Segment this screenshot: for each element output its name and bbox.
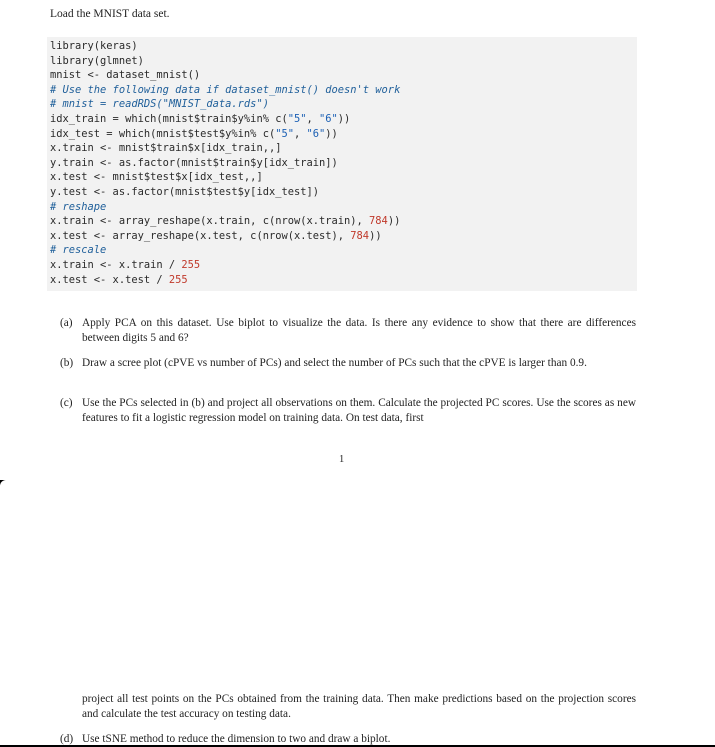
code-token: y.test <- as.factor(mnist$test$y[idx_test]) xyxy=(50,186,319,198)
intro-text: Load the MNIST data set. xyxy=(50,8,170,20)
code-token: x.test <- x.test / xyxy=(50,273,169,286)
question-d-label: (d) xyxy=(60,733,74,745)
question-b-label: (b) xyxy=(60,357,74,369)
code-token: # reshape xyxy=(50,200,107,213)
question-c-text: Use the PCs selected in (b) and project all observations on them. Calculate the projected PC scores. Use the scores as new features to fit a logistic regression model on training data. On test data, first xyxy=(82,397,636,424)
code-token: x.train <- mnist$train$x[idx_train,,] xyxy=(50,142,282,155)
code-token: # rescale xyxy=(50,244,107,257)
code-token: mnist <- dataset_mnist() xyxy=(50,69,201,82)
code-line xyxy=(50,83,400,98)
code-token: 784 xyxy=(369,215,388,228)
code-line xyxy=(50,68,200,83)
code-token: # mnist = readRDS("MNIST_data.rds") xyxy=(50,98,269,111)
code-line xyxy=(50,243,106,258)
code-token: "6" xyxy=(319,113,338,125)
question-c-label: (c) xyxy=(60,397,73,409)
code-token: )) xyxy=(369,229,382,242)
code-token: 255 xyxy=(168,273,188,286)
code-line xyxy=(50,97,269,112)
code-line xyxy=(50,156,338,171)
question-a-label: (a) xyxy=(60,317,73,329)
code-token: "6" xyxy=(306,127,326,140)
code-token: 784 xyxy=(350,229,370,242)
code-token: )) xyxy=(337,113,351,125)
code-line xyxy=(50,185,319,200)
code-token: x.test <- array_reshape(x.test, c(nrow(x.test), xyxy=(50,229,351,242)
code-line xyxy=(50,39,138,54)
document-page-2 xyxy=(0,480,715,745)
code-token: x.train <- array_reshape(x.train, c(nrow(x.train), xyxy=(50,215,370,228)
code-token: x.train <- x.train / xyxy=(50,259,182,271)
question-c-continued: project all test points on the PCs obtained from the training data. Then make predictions based on the projection scores and calculate the test accuracy on testing data. xyxy=(82,693,636,720)
code-token: 255 xyxy=(181,259,201,271)
code-token: )) xyxy=(325,127,338,140)
code-line xyxy=(50,54,144,69)
question-d-text: Use tSNE method to reduce the dimension to two and draw a biplot. xyxy=(82,733,391,745)
code-token: idx_train = which(mnist$train$y%in% c( xyxy=(50,113,288,125)
code-block xyxy=(47,37,637,291)
page-number: 1 xyxy=(339,454,345,465)
code-line xyxy=(50,170,263,185)
code-line xyxy=(50,200,106,215)
code-token: library(keras) xyxy=(50,40,138,52)
code-token: "5" xyxy=(275,127,294,140)
question-a xyxy=(60,316,636,346)
code-line xyxy=(50,258,200,273)
code-token: x.test <- mnist$test$x[idx_test,,] xyxy=(50,171,263,184)
question-a-text: Apply PCA on this dataset. Use biplot to visualize the data. Is there any evidence to show that there are differences between digits 5 and 6? xyxy=(82,317,636,344)
question-c xyxy=(60,396,636,426)
code-line xyxy=(50,141,281,156)
code-line xyxy=(50,229,382,244)
code-token: library(glmnet) xyxy=(50,54,144,67)
code-line xyxy=(50,127,338,142)
code-token: y.train <- as.factor(mnist$train$y[idx_train]) xyxy=(50,156,338,169)
code-token: , xyxy=(294,127,307,140)
code-line xyxy=(50,112,350,127)
code-line xyxy=(50,214,400,229)
code-token: idx_test = which(mnist$test$y%in% c( xyxy=(50,127,276,140)
code-token: )) xyxy=(387,215,401,228)
code-token: "5" xyxy=(287,113,307,125)
question-b xyxy=(60,356,636,371)
code-token: , xyxy=(306,113,320,125)
question-b-text: Draw a scree plot (cPVE vs number of PCs) and select the number of PCs such that the cPVE is larger than 0.9. xyxy=(82,357,587,369)
code-line xyxy=(50,273,188,288)
code-token: # Use the following data if dataset_mnist() doesn't work xyxy=(50,83,401,96)
